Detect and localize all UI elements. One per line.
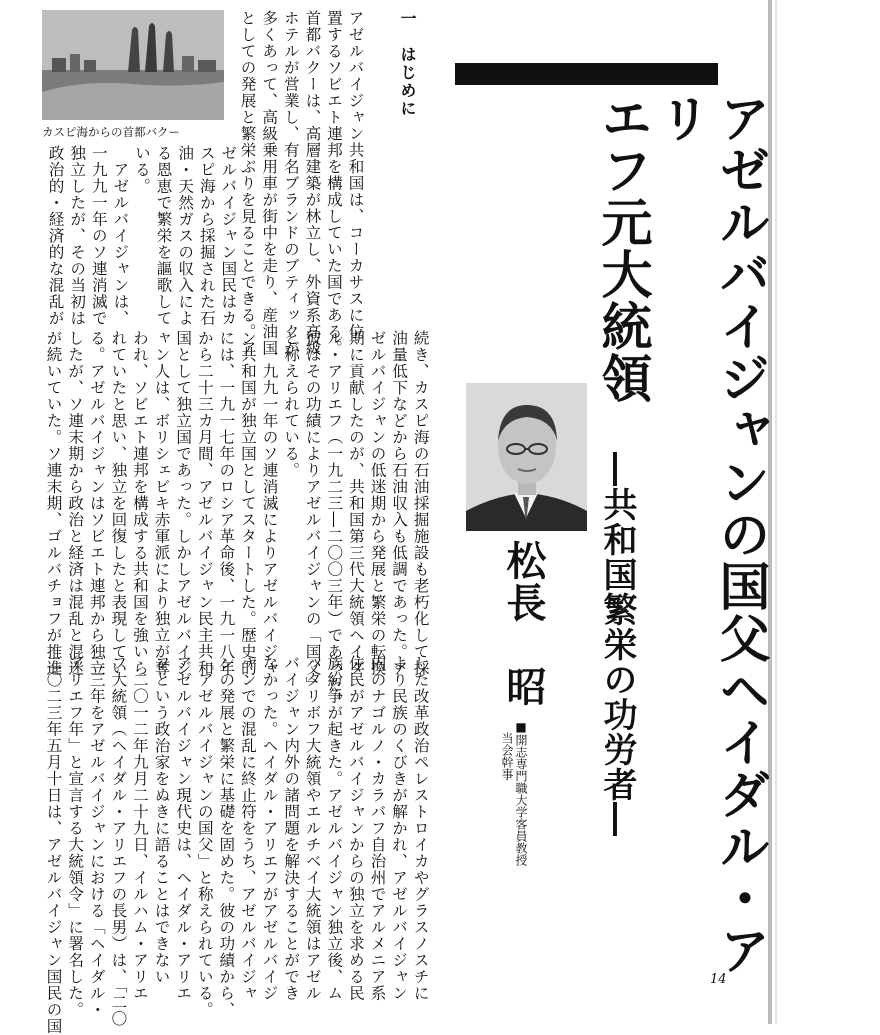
text-line: より民族のくびきが解かれ、アゼルバイジャン <box>390 655 409 1002</box>
text-line: ッタリボフ大統領やエルチベイ大統領はアゼル <box>303 655 322 1002</box>
affiliation-line-1: ■開志専門職大学客員教授 <box>514 720 528 866</box>
title-bar <box>455 63 718 85</box>
text-line: には、一九一七年のロシア革命後、一九一八年 <box>217 330 236 677</box>
text-line: われ、ソビエト連邦を構成する共和国を強いら <box>130 330 149 677</box>
text-line: 政治的・経済的な混乱が <box>46 145 65 327</box>
text-line: ン共和国が独立国としてスタートした。歴史的 <box>238 330 257 677</box>
affiliation-line-2: 当会幹事 <box>500 720 514 780</box>
scan-edge-line-light <box>775 0 777 1024</box>
text-line: 彼はその功績によりアゼルバイジャンの「国父」 <box>303 330 322 693</box>
title-line-2: エフ元大統領 <box>592 92 652 404</box>
text-line: 続き、カスピ海の石油採掘施設も老朽化して採 <box>411 330 430 677</box>
text-line: 二三年をアゼルバイジャンにおける「ヘイダル・ <box>87 655 106 1018</box>
text-line: から二十三カ月間、アゼルバイジャン民主共和 <box>195 330 214 677</box>
text-line: 油量低下などから石油収入も低調であった。ア <box>390 330 409 677</box>
body-column-3 <box>42 655 431 1035</box>
text-line: 油・天然ガスの収入によ <box>176 145 195 327</box>
title-line-1: アゼルバイジャンの国父ヘイダル・アリ <box>650 92 770 976</box>
text-line: 内のナゴルノ・カラバフ自治州でアルメニア系 <box>368 655 387 1002</box>
text-line: ル・アリエフ（一九二三―二〇〇三年）であった。 <box>325 330 344 710</box>
text-line: 期に貢献したのが、共和国第三代大統領ヘイダ <box>346 330 365 677</box>
text-line: 住民がアゼルバイジャンからの独立を求める民 <box>346 655 365 1002</box>
text-line: れていたと思い、独立を回復したと表現してい <box>109 330 128 677</box>
photo-caption: カスピ海からの首都バクー <box>42 125 180 139</box>
text-line: 多くあって、高級乗用車が街中を走り、産油国 <box>260 10 279 357</box>
text-line: としての発展と繁栄ぶりを見ることできる。ア <box>238 10 257 357</box>
text-line: 二〇二三年五月十日は、アゼルバイジャン国民の国 <box>44 655 63 1035</box>
text-line: ンの発展と繁栄に基礎を固めた。彼の功績から、 <box>217 655 236 1018</box>
body-column-2 <box>42 330 431 710</box>
text-line: ゼルバイジャン国民はカ <box>219 145 238 327</box>
text-line: いる。 <box>132 145 151 195</box>
author-name: 松長 昭 <box>500 540 547 708</box>
text-line: 置するソビエト連邦を構成していた国である。 <box>324 10 343 357</box>
text-line: アゼルバイジャン現代史は、ヘイダル・アリエ <box>174 655 193 1002</box>
text-line: 一九九一年のソ連消滅で <box>89 145 108 327</box>
text-line: 首都バクーは、高層建築が林立し、外資系高級 <box>303 10 322 357</box>
text-line: と称えられている。 <box>282 330 301 479</box>
text-line: 「アゼルバイジャンの国父」と称えられている。 <box>195 655 214 1018</box>
text-line: スピ海から採掘された石 <box>197 145 216 327</box>
text-line: る恩恵で繁栄を謳歌して <box>154 145 173 327</box>
text-line: なかった。ヘイダル・アリエフがアゼルバイジ <box>260 655 279 1002</box>
text-line: 独立したが、その当初は <box>68 145 87 327</box>
text-line: した改革政治ペレストロイカやグラスノスチに <box>411 655 430 1002</box>
section-heading: 一 はじめに <box>398 10 417 118</box>
text-line: ホテルが営業し、有名ブランドのブティックが <box>281 10 300 357</box>
text-line: アゼルバイジャン共和国は、コーカサスに位 <box>346 10 365 340</box>
text-line: アリエフ年」と宣言する大統領令」に署名した。 <box>66 655 85 1018</box>
text-line: フという政治家をぬきに語ることはできない <box>152 655 171 985</box>
subtitle: ―共和国繁栄の功労者― <box>597 452 637 837</box>
text-line: る。アゼルバイジャンはソビエト連邦から独立 <box>87 330 106 677</box>
text-line: ャン人は、ボリシェビキ赤軍派により独立が奪 <box>152 330 171 677</box>
text-line: 族紛争が起きた。アゼルバイジャン独立後、ム <box>325 655 344 1002</box>
text-line: アゼルバイジャンは、 <box>111 145 130 327</box>
text-line: フ大統領（ヘイダル・アリエフの長男）は、「二〇 <box>109 655 128 1027</box>
body-column-1-right <box>236 10 366 357</box>
page-number: 14 <box>710 972 727 987</box>
text-line: 国として独立国であった。しかしアゼルバイジ <box>174 330 193 677</box>
text-line: 二〇一二年九月二十九日、イルハム・アリエ <box>130 655 149 1002</box>
text-line: したが、ソ連末期から政治と経済は混乱と混迷 <box>66 330 85 677</box>
author-photo <box>466 383 587 531</box>
city-photo <box>42 10 224 120</box>
text-line: バイジャン内外の諸問題を解決することができ <box>282 655 301 1002</box>
text-line: ゼルバイジャンの低迷期から発展と繁栄の転換 <box>368 330 387 677</box>
text-line: ャンでの混乱に終止符をうち、アゼルバイジャ <box>238 655 257 1002</box>
author-affiliation <box>500 720 528 920</box>
text-line: が続いていた。ソ連末期、ゴルバチョフが推進 <box>44 330 63 677</box>
body-column-1-left <box>44 145 238 327</box>
text-line: 一九九一年のソ連消滅によりアゼルバイジャ <box>260 330 279 677</box>
